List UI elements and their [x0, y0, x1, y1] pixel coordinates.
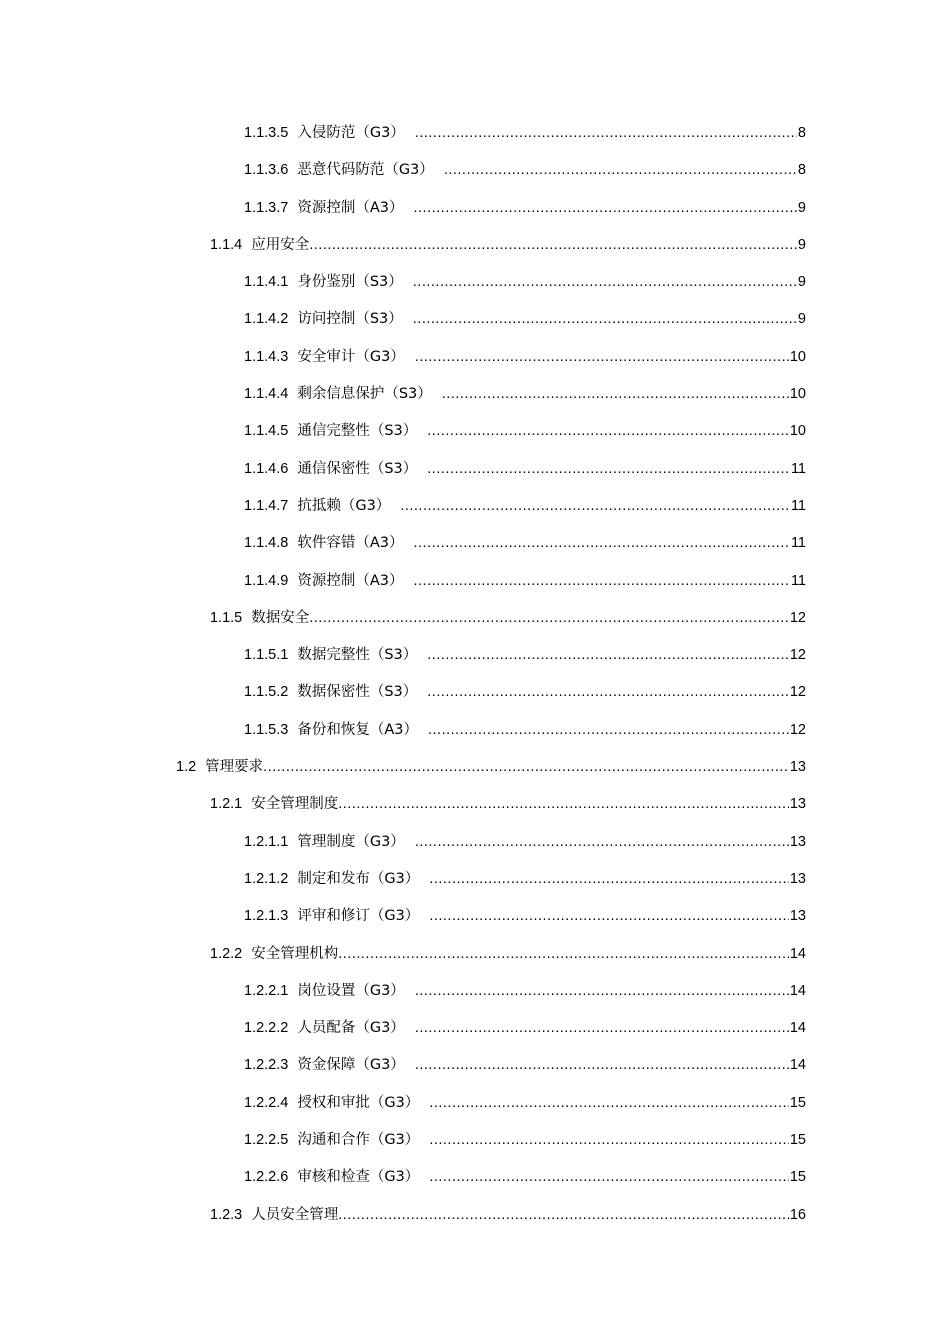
- toc-entry-page-number: 12: [789, 609, 806, 626]
- toc-entry-title: 安全管理机构: [251, 945, 339, 962]
- toc-entry-page-number: 11: [790, 572, 806, 589]
- toc-entry[interactable]: [0, 115, 950, 152]
- toc-entry-number: 1.1.4.5: [244, 423, 289, 440]
- toc-entry-title: 访问控制（S3）: [297, 311, 403, 328]
- toc-entry-title: 评审和修订（G3）: [297, 908, 420, 925]
- toc-dot-leader: [428, 712, 789, 749]
- toc-entry-page-number: 14: [789, 982, 806, 999]
- toc-entry-page-number: 13: [789, 908, 806, 925]
- toc-entry-title: 备份和恢复（A3）: [297, 721, 418, 738]
- toc-entry-number: 1.1.4.9: [244, 572, 289, 589]
- toc-entry-page-number: 11: [790, 460, 806, 477]
- toc-entry-title: 制定和发布（G3）: [297, 870, 420, 887]
- toc-entry[interactable]: [0, 563, 950, 600]
- toc-entry-number: 1.2.2.3: [244, 1057, 289, 1074]
- toc-entry-title: 通信完整性（S3）: [297, 423, 418, 440]
- toc-entry[interactable]: [0, 339, 950, 376]
- toc-entry[interactable]: [0, 973, 950, 1010]
- toc-entry-title: 审核和检查（G3）: [297, 1169, 420, 1186]
- toc-entry-title: 数据保密性（S3）: [297, 684, 418, 701]
- toc-entry-number: 1.2.2.5: [244, 1132, 289, 1149]
- toc-entry-number: 1.1.5.3: [244, 721, 289, 738]
- toc-entry-number: 1.1.4.3: [244, 348, 289, 365]
- toc-entry-title: 剩余信息保护（S3）: [297, 386, 432, 403]
- toc-entry-page-number: 9: [797, 311, 806, 328]
- toc-entry-number: 1.2.1.1: [244, 833, 289, 850]
- toc-entry[interactable]: [0, 152, 950, 189]
- toc-entry-title: 应用安全: [251, 236, 310, 253]
- toc-entry-title: 资金保障（G3）: [297, 1057, 405, 1074]
- toc-dot-leader: [429, 1159, 789, 1196]
- toc-entry-page-number: 8: [797, 162, 806, 179]
- toc-entry-page-number: 12: [789, 684, 806, 701]
- toc-entry-number: 1.1.4.8: [244, 535, 289, 552]
- toc-entry-number: 1.2.2.6: [244, 1169, 289, 1186]
- toc-dot-leader: [415, 115, 797, 152]
- toc-entry[interactable]: [0, 712, 950, 749]
- toc-entry-number: 1.2.1.2: [244, 870, 289, 887]
- toc-entry-title: 数据完整性（S3）: [297, 647, 418, 664]
- toc-entry-number: 1.2.2: [210, 945, 243, 962]
- toc-dot-leader: [427, 451, 790, 488]
- toc-entry-page-number: 10: [789, 386, 806, 403]
- toc-entry[interactable]: [0, 749, 950, 786]
- toc-entry[interactable]: [0, 488, 950, 525]
- toc-entry-number: 1.1.4.6: [244, 460, 289, 477]
- toc-entry-page-number: 8: [797, 125, 806, 141]
- toc-entry-number: 1.1.4.2: [244, 311, 289, 328]
- toc-entry-page-number: 10: [789, 348, 806, 365]
- toc-entry[interactable]: [0, 600, 950, 637]
- toc-dot-leader: [415, 824, 789, 861]
- toc-entry-page-number: 15: [789, 1169, 806, 1186]
- toc-dot-leader: [309, 227, 797, 264]
- toc-entry-page-number: 15: [789, 1132, 806, 1149]
- toc-entry[interactable]: [0, 1047, 950, 1084]
- toc-entry-title: 岗位设置（G3）: [297, 982, 405, 999]
- toc-dot-leader: [309, 600, 789, 637]
- toc-entry[interactable]: [0, 674, 950, 711]
- toc-dot-leader: [442, 376, 789, 413]
- toc-entry-page-number: 13: [789, 833, 806, 850]
- toc-dot-leader: [400, 488, 790, 525]
- toc-entry-number: 1.1.5.2: [244, 684, 289, 701]
- toc-dot-leader: [444, 152, 797, 189]
- toc-entry-number: 1.1.4.7: [244, 497, 289, 514]
- toc-entry[interactable]: [0, 190, 950, 227]
- toc-dot-leader: [414, 525, 790, 562]
- toc-entry-number: 1.1.3.7: [244, 199, 289, 216]
- toc-entry-title: 资源控制（A3）: [297, 572, 404, 589]
- toc-entry-page-number: 9: [797, 199, 806, 216]
- toc-entry-page-number: 14: [789, 945, 806, 962]
- toc-entry-page-number: 11: [790, 535, 806, 552]
- toc-entry[interactable]: [0, 898, 950, 935]
- toc-entry[interactable]: [0, 1197, 950, 1234]
- toc-entry-title: 数据安全: [251, 609, 310, 626]
- toc-entry[interactable]: [0, 637, 950, 674]
- toc-dot-leader: [429, 1122, 789, 1159]
- toc-entry[interactable]: [0, 936, 950, 973]
- toc-entry-title: 恶意代码防范（G3）: [297, 162, 434, 179]
- toc-dot-leader: [429, 1085, 789, 1122]
- toc-entry-title: 人员配备（G3）: [297, 1020, 405, 1037]
- toc-entry-title: 安全审计（G3）: [297, 348, 405, 365]
- toc-entry-number: 1.1.4.4: [244, 386, 289, 403]
- toc-entry[interactable]: [0, 1010, 950, 1047]
- toc-entry-title: 人员安全管理: [251, 1206, 339, 1223]
- toc-dot-leader: [415, 339, 789, 376]
- toc-entry-page-number: 14: [789, 1020, 806, 1037]
- toc-dot-leader: [415, 1010, 789, 1047]
- toc-dot-leader: [415, 973, 789, 1010]
- toc-entry-number: 1.1.4.1: [244, 274, 289, 291]
- toc-dot-leader: [338, 786, 789, 823]
- toc-entry-title: 授权和审批（G3）: [297, 1094, 420, 1111]
- toc-dot-leader: [427, 413, 789, 450]
- toc-entry-number: 1.1.5: [210, 609, 243, 626]
- toc-entry[interactable]: [0, 227, 950, 264]
- toc-entry-title: 安全管理制度: [251, 796, 339, 813]
- toc-dot-leader: [414, 190, 797, 227]
- toc-dot-leader: [415, 1047, 789, 1084]
- toc-entry-title: 入侵防范（G3）: [297, 125, 405, 141]
- toc-dot-leader: [427, 637, 789, 674]
- toc-entry-title: 沟通和合作（G3）: [297, 1132, 420, 1149]
- toc-entry-title: 管理制度（G3）: [297, 833, 405, 850]
- toc-entry-number: 1.2.1: [210, 796, 243, 813]
- toc-entry-number: 1.2.2.1: [244, 982, 289, 999]
- toc-entry[interactable]: [0, 1122, 950, 1159]
- toc-entry[interactable]: [0, 301, 950, 338]
- toc-dot-leader: [263, 749, 789, 786]
- toc-entry[interactable]: [0, 861, 950, 898]
- toc-dot-leader: [429, 861, 789, 898]
- toc-entry[interactable]: [0, 413, 950, 450]
- toc-entry-page-number: 12: [789, 647, 806, 664]
- toc-entry[interactable]: [0, 1085, 950, 1122]
- toc-entry[interactable]: [0, 824, 950, 861]
- toc-dot-leader: [338, 936, 789, 973]
- toc-entry-number: 1.2.2.4: [244, 1094, 289, 1111]
- toc-entry-title: 资源控制（A3）: [297, 199, 404, 216]
- toc-entry-number: 1.2.2.2: [244, 1020, 289, 1037]
- toc-entry[interactable]: [0, 264, 950, 301]
- toc-entry-page-number: 15: [789, 1094, 806, 1111]
- table-of-contents: [0, 115, 950, 1234]
- toc-entry-page-number: 13: [789, 759, 806, 776]
- toc-entry-page-number: 11: [790, 497, 806, 514]
- toc-entry[interactable]: [0, 451, 950, 488]
- toc-dot-leader: [413, 301, 797, 338]
- toc-dot-leader: [413, 264, 797, 301]
- toc-entry-number: 1.1.3.5: [244, 125, 289, 141]
- toc-entry-title: 通信保密性（S3）: [297, 460, 418, 477]
- toc-entry-title: 管理要求: [205, 759, 264, 776]
- toc-entry[interactable]: [0, 525, 950, 562]
- toc-entry-page-number: 9: [797, 274, 806, 291]
- toc-dot-leader: [338, 1197, 789, 1234]
- toc-entry-page-number: 13: [789, 796, 806, 813]
- toc-entry-number: 1.2.3: [210, 1206, 243, 1223]
- toc-entry-number: 1.1.4: [210, 236, 243, 253]
- toc-entry-page-number: 16: [789, 1206, 806, 1223]
- toc-entry-page-number: 9: [797, 236, 806, 253]
- toc-entry-page-number: 13: [789, 870, 806, 887]
- toc-entry-title: 软件容错（A3）: [297, 535, 404, 552]
- toc-entry-number: 1.1.3.6: [244, 162, 289, 179]
- toc-entry-number: 1.1.5.1: [244, 647, 289, 664]
- toc-entry-number: 1.2: [176, 759, 197, 776]
- toc-entry[interactable]: [0, 376, 950, 413]
- toc-entry[interactable]: [0, 1159, 950, 1196]
- toc-entry-page-number: 14: [789, 1057, 806, 1074]
- toc-entry-number: 1.2.1.3: [244, 908, 289, 925]
- toc-entry-title: 身份鉴别（S3）: [297, 274, 403, 291]
- toc-dot-leader: [427, 674, 789, 711]
- toc-entry-page-number: 10: [789, 423, 806, 440]
- toc-entry-title: 抗抵赖（G3）: [297, 497, 391, 514]
- toc-entry-page-number: 12: [789, 721, 806, 738]
- toc-dot-leader: [414, 563, 790, 600]
- toc-entry[interactable]: [0, 786, 950, 823]
- toc-dot-leader: [429, 898, 789, 935]
